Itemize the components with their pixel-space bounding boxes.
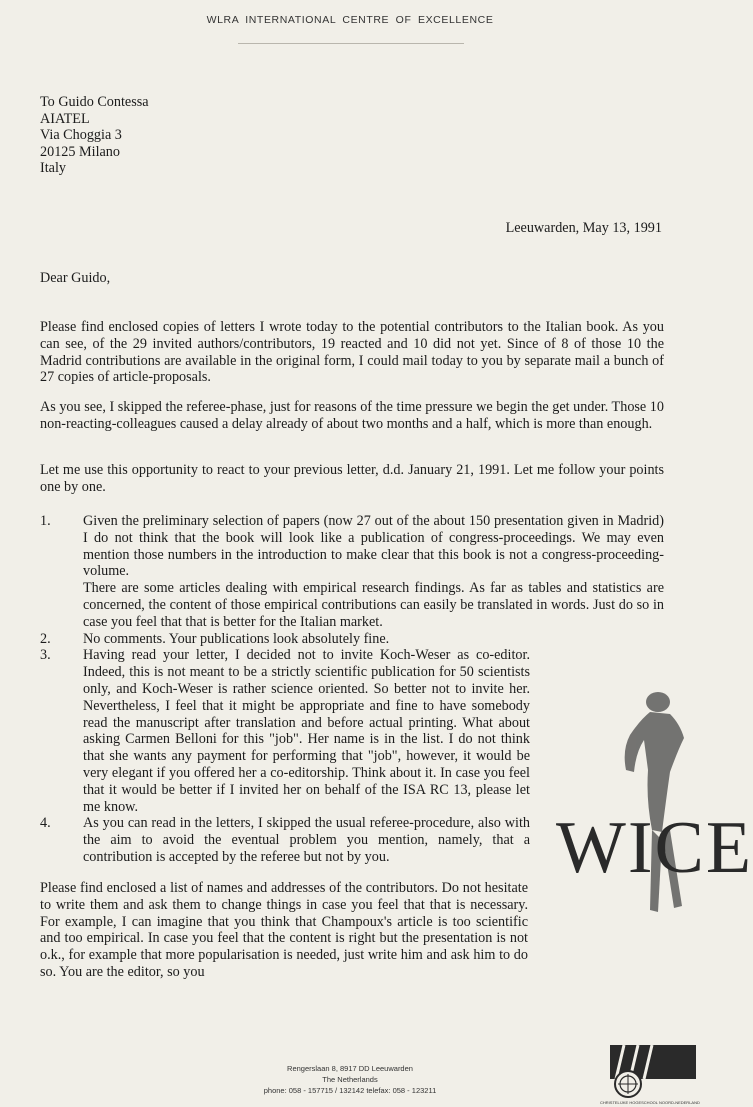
list-number: 2. [40, 630, 51, 647]
list-item-text: No comments. Your publications look absolutely fine. [83, 630, 390, 647]
list-item [40, 513, 664, 631]
recipient-line: To Guido Contessa [40, 94, 149, 110]
footer-country: The Netherlands [322, 1075, 378, 1084]
brand-lettering: WICE [556, 807, 753, 889]
list-number: 3. [40, 647, 51, 664]
body-paragraph: Please find enclosed copies of letters I wrote today to the potential contributors to the Italian book. As you can see, of the 29 invited authors/contributors, 19 reacted and 10 did not yet. Since of 8 of those 10 the Madrid contributions are available in the original form, I could mail today to you by separate mail a bunch of 27 copies of article-proposals. [40, 319, 664, 386]
list-item-text: Given the preliminary selection of papers (now 27 out of the about 150 presentation given in Madrid) I do not think that the book will look like a publication of congress-proceedings. We may even mention those numbers in the introduction to make clear that this book is not a congress-proceeding-volume. [83, 513, 664, 580]
logo-caption: CHRISTELIJKE HOGESCHOOL NOORD-NEDERLAND [600, 1100, 700, 1105]
body-paragraph: As you see, I skipped the referee-phase, just for reasons of the time pressure we begin the get under. Those 10 non-reacting-colleagues caused a delay already of about two months and a half, which is more than enough. [40, 399, 664, 432]
body-paragraph: Let me use this opportunity to react to your previous letter, d.d. January 21, 1991. Let me follow your points one by one. [40, 462, 664, 495]
recipient-line: Via Choggia 3 [40, 127, 122, 144]
letterhead-rule [238, 43, 464, 44]
letter-date: Leeuwarden, May 13, 1991 [505, 220, 662, 236]
list-number: 1. [40, 513, 51, 529]
footer-address [0, 1063, 700, 1096]
list-item-text: As you can read in the letters, I skipped the usual referee-procedure, also with the aim to avoid the eventual problem you mention, namely, that a contribution is accepted by the referee but not by you. [83, 815, 530, 865]
list-item-text: Having read your letter, I decided not to invite Koch-Weser as co-editor. Indeed, this is not meant to be a strictly scientific publication for 50 scientists only, and Koch-Weser is rather science oriented. So better not to invite her. Nevertheless, I feel that it might be appropriate and fine to have somebody read the manuscript after translation and before actual printing. What about asking Carmen Belloni for this "job". Her name is in the list. I do not think that she wants any payment for performing that "job", however, it would be very elegant if you offered her a co-editorship. Think about it. In case you feel that it would be better if I invited her on behalf of the ISA RC 13, please let me know. [83, 647, 530, 815]
institution-logo [600, 1040, 700, 1100]
list-item [40, 815, 530, 865]
footer-street: Rengerslaan 8, 8917 DD Leeuwarden [287, 1064, 413, 1073]
letterhead: WLRA INTERNATIONAL CENTRE OF EXCELLENCE [206, 14, 494, 26]
list-item-extra: There are some articles dealing with empirical research findings. As far as tables and statistics are concerned, the content of those empirical contributions can easily be translated in words. Just do so in case you feel that that is better for the Italian market. [83, 580, 664, 630]
footer-phone: phone: 058 - 157715 / 132142 telefax: 058 - 123211 [263, 1086, 437, 1095]
list-item [40, 631, 664, 648]
recipient-address [40, 94, 149, 177]
recipient-line: 20125 Milano [40, 143, 120, 160]
list-number: 4. [40, 815, 51, 832]
list-item [40, 647, 530, 815]
recipient-line: AIATEL [40, 110, 90, 127]
recipient-line: Italy [40, 160, 66, 177]
salutation: Dear Guido, [40, 270, 111, 286]
closing-paragraph: Please find enclosed a list of names and addresses of the contributors. Do not hesitate to write them and ask them to change things in case you feel that that is necessary. For example, I can imagine that you think that Champoux's article is too scientific and too empirical. In case you feel that the content is right but the presentation is not o.k., for example that more popularisation is needed, just write him and ask him to do so. You are the editor, so you [40, 880, 528, 980]
